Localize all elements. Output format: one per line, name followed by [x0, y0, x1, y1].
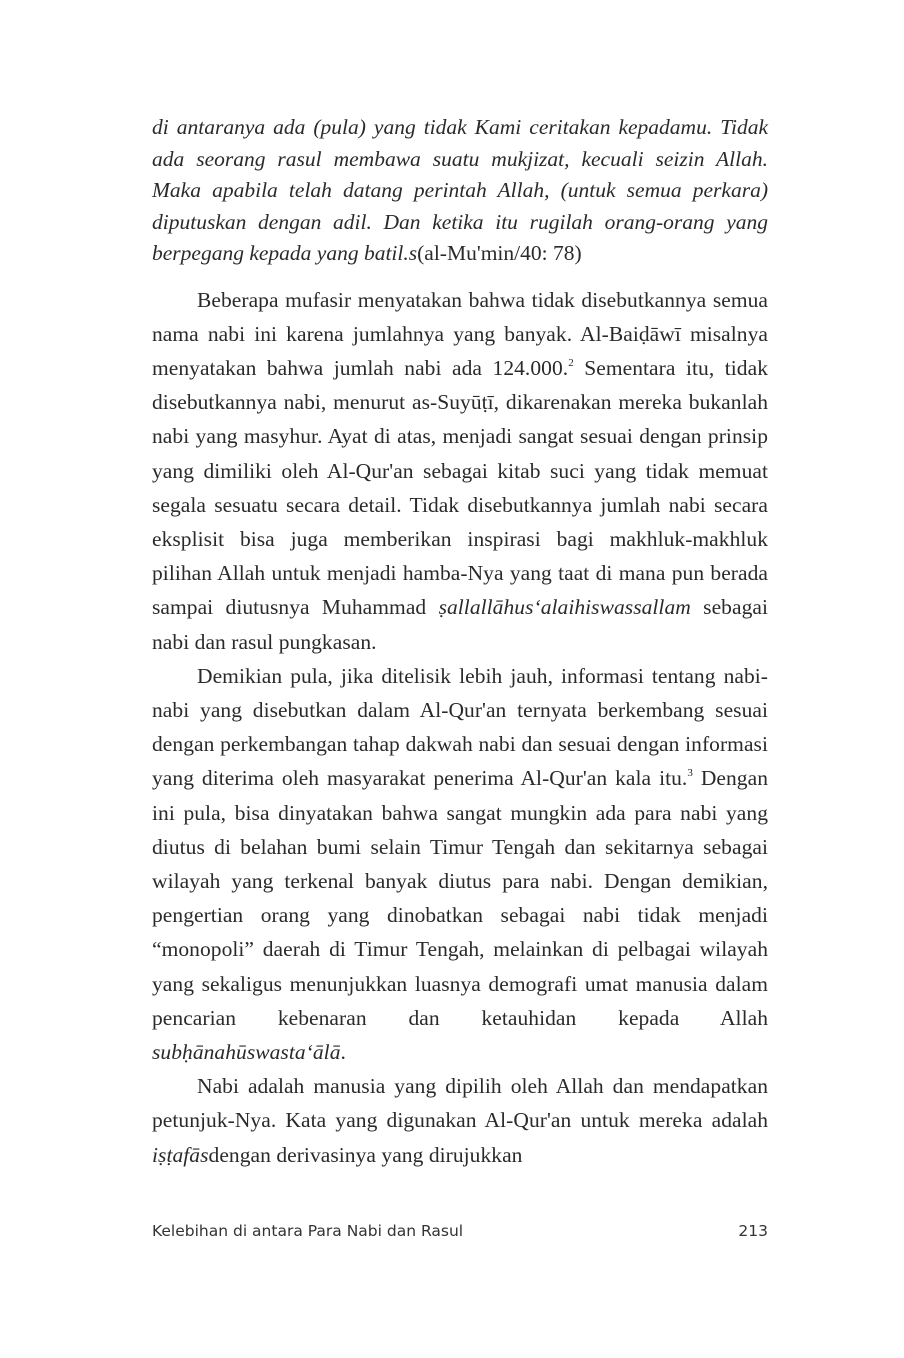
page-body	[152, 112, 768, 1172]
paragraph-2-text-b: Dengan ini pula, bisa dinyatakan bahwa sangat mungkin ada para nabi yang diutus di belahan bumi selain Timur Tengah dan sekitarnya sebagai wilayah yang terkenal banyak diutus para nabi. Dengan demikian, pengertian orang yang dinobatkan sebagai nabi tidak menjadi “monopoli” daerah di Timur Tengah, melainkan di pelbagai wilayah yang sekaligus menunjukkan luasnya demografi umat manusia dalam pencarian kebenaran dan ketauhidan kepada Allah	[152, 766, 768, 1030]
paragraph-1-italic: ṣallallāhus‘alaihiswassallam	[438, 595, 691, 620]
quote-italic-text: di antaranya ada (pula) yang tidak Kami ceritakan kepadamu. Tidak ada seorang rasul membawa suatu mukjizat, kecuali seizin Allah. Maka apabila telah datang perintah Allah, (untuk semua perkara) diputuskan dengan adil. Dan ketika itu rugilah orang-orang yang berpegang kepada yang batil.s	[152, 115, 768, 265]
paragraph-2-text-c: .	[340, 1039, 346, 1064]
paragraph-3-text-b: dengan derivasinya yang dirujukkan	[208, 1142, 523, 1167]
footnote-ref-3[interactable]: 3	[687, 767, 693, 780]
paragraph-1-text-a: Beberapa mufasir menyatakan bahwa tidak disebutkannya semua nama nabi ini karena jumlahnya yang banyak. Al-Baiḍāwī misalnya menyatakan bahwa jumlah nabi ada 124.000.	[152, 287, 768, 380]
footnote-ref-2[interactable]: 2	[568, 356, 574, 369]
paragraph-1	[152, 283, 768, 659]
running-title: Kelebihan di antara Para Nabi dan Rasul	[152, 1222, 464, 1240]
paragraph-3-italic: iṣṭafās	[152, 1142, 209, 1167]
paragraph-2	[152, 659, 768, 1069]
quran-translation-quote	[152, 112, 768, 270]
paragraph-3	[152, 1069, 768, 1172]
paragraph-1-text-b: Sementara itu, tidak disebutkannya nabi, menurut as-Suyūṭī, dikarenakan mereka bukanlah nabi yang masyhur. Ayat di atas, menjadi sangat sesuai dengan prinsip yang dimiliki oleh Al-Qur'an sebagai kitab suci yang tidak memuat segala sesuatu secara detail. Tidak disebutkannya jumlah nabi secara eksplisit bisa juga memberikan inspirasi bagi makhluk-makhluk pilihan Allah untuk menjadi hamba-Nya yang taat di mana pun berada sampai diutusnya Muhammad	[152, 355, 768, 620]
paragraph-3-text-a: Nabi adalah manusia yang dipilih oleh Allah dan mendapatkan petunjuk-Nya. Kata yang digunakan Al-Qur'an untuk mereka adalah	[152, 1074, 768, 1133]
quote-citation: (al-Mu'min/40: 78)	[417, 241, 582, 265]
paragraph-2-italic: subḥānahūswasta‘ālā	[152, 1039, 341, 1064]
page-number: 213	[738, 1222, 768, 1240]
paragraph-1-text-c: sebagai nabi dan rasul pungkasan.	[152, 595, 768, 654]
paragraph-2-text-a: Demikian pula, jika ditelisik lebih jauh, informasi tentang nabi-nabi yang disebutkan dalam Al-Qur'an ternyata berkembang sesuai dengan perkembangan tahap dakwah nabi dan sesuai dengan informasi yang diterima oleh masyarakat penerima Al-Qur'an kala itu.	[152, 663, 768, 791]
